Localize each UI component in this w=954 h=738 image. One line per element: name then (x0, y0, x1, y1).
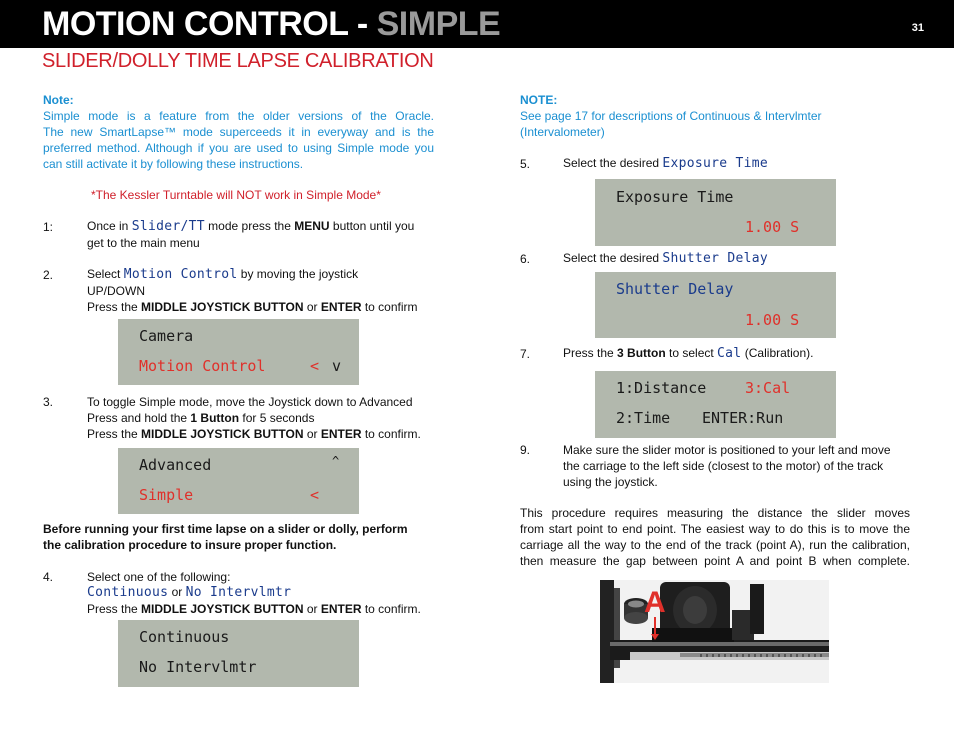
step-7-mid: to select (665, 346, 718, 360)
title-main: MOTION CONTROL - (42, 5, 377, 43)
step-4-line-3 (87, 601, 421, 617)
step-2-line-1 (87, 266, 437, 283)
lcd-value: 1.00 S (745, 218, 800, 236)
lcd-up-arrow: ^ (332, 454, 340, 468)
right-note-line-1: See page 17 for descriptions of Continuous & Intervlmter (520, 109, 822, 123)
step-4-l3-key2: ENTER (320, 602, 362, 616)
step-4-l3-or: or (303, 602, 321, 616)
step-6-number: 6. (520, 252, 531, 266)
step-2-l3-pre: Press the (87, 300, 142, 314)
step-5-lcd-word: Exposure Time (662, 156, 769, 171)
step-3-l3-pre: Press the (87, 427, 142, 441)
step-2-number: 2. (43, 268, 54, 282)
note-line-2: The new SmartLapse™ mode superceeds it in everyway and is the (43, 125, 434, 139)
note-line-1: Simple mode is a feature from the older versions of the Oracle. (43, 109, 434, 123)
lcd-screen-calibration-menu (595, 371, 836, 438)
step-9-number: 9. (520, 443, 531, 457)
page-title (42, 2, 500, 46)
lcd-cursor-marker: < (310, 486, 320, 504)
lcd-line: Camera (139, 327, 194, 345)
step-4-number: 4. (43, 570, 54, 584)
step-6-lcd-word: Shutter Delay (662, 251, 769, 266)
step-3-l3-key2: ENTER (320, 427, 362, 441)
step-3-number: 3. (43, 395, 54, 409)
slider-carriage-photo (600, 580, 829, 683)
step-2-l3-key1: MIDDLE JOYSTICK BUTTON (141, 300, 304, 314)
procedure-line-1: This procedure requires measuring the distance the slider moves (520, 506, 910, 520)
lcd-screen-shutter-delay (595, 272, 836, 338)
step-1-mid: mode press the (204, 219, 295, 233)
page-number: 31 (911, 22, 924, 34)
lcd-down-arrow: v (332, 357, 342, 375)
step-2-lcd-word: Motion Control (123, 267, 238, 282)
step-5-line-1 (563, 155, 768, 172)
step-2-l3-key2: ENTER (320, 300, 362, 314)
step-1-line-2: get to the main menu (87, 236, 200, 250)
step-7-key: 3 Button (617, 346, 666, 360)
lcd-line: No Intervlmtr (139, 658, 257, 676)
step-4-l3-key1: MIDDLE JOYSTICK BUTTON (141, 602, 304, 616)
lcd-line: Exposure Time (616, 188, 734, 206)
step-9-line-3: using the joystick. (563, 475, 658, 489)
calibration-warning-1: Before running your first time lapse on a slider or dolly, perform (43, 522, 408, 536)
step-3-l3-key1: MIDDLE JOYSTICK BUTTON (141, 427, 304, 441)
step-9-line-2: the carriage to the left side (closest to the motor) of the track (563, 459, 884, 473)
step-3-line-2 (87, 410, 314, 426)
lcd-line: Shutter Delay (616, 280, 734, 298)
step-7-line-1 (563, 345, 813, 362)
step-2-line-2: UP/DOWN (87, 284, 145, 298)
point-a-label: A (644, 586, 666, 619)
step-7-post: (Calibration). (741, 346, 814, 360)
step-1-number: 1: (43, 220, 54, 234)
step-2-l3-or: or (303, 300, 321, 314)
right-note-line-2: (Intervalometer) (520, 125, 605, 139)
step-3-l2-post: for 5 seconds (239, 411, 315, 425)
note-line-4: can still activate it by following these instructions. (43, 157, 304, 171)
step-2-l3-post: to confirm (361, 300, 418, 314)
step-3-l2-pre: Press and hold the (87, 411, 191, 425)
lcd-screen-main-menu (118, 319, 359, 385)
step-1-lcd-word: Slider/TT (131, 219, 205, 234)
procedure-line-3: carriage all the way to the end of the track (point A), run the calibration, (520, 538, 910, 552)
step-3-line-1: To toggle Simple mode, move the Joystick down to Advanced (87, 395, 413, 409)
lcd-screen-advanced (118, 448, 359, 514)
procedure-line-4: then measure the gap between point A and point B when complete. (520, 554, 910, 568)
step-2-line-3 (87, 299, 418, 315)
step-3-l3-or: or (303, 427, 321, 441)
title-accent: SIMPLE (376, 5, 501, 43)
lcd-value: 1.00 S (745, 311, 800, 329)
step-4-line-1: Select one of the following: (87, 570, 231, 584)
step-7-lcd-word: Cal (717, 346, 742, 361)
calibration-warning-2: the calibration procedure to insure proper function. (43, 538, 337, 552)
slider-carriage-illustration (600, 580, 829, 683)
step-3-line-3 (87, 426, 421, 442)
step-5-number: 5. (520, 157, 531, 171)
step-7-number: 7. (520, 347, 531, 361)
step-6-pre: Select the desired (563, 251, 663, 265)
step-7-pre: Press the (563, 346, 618, 360)
step-4-option-1: Continuous (87, 585, 169, 600)
step-1-post: button until you (329, 219, 415, 233)
step-5-pre: Select the desired (563, 156, 663, 170)
step-2-pre: Select (87, 267, 124, 281)
lcd-screen-continuous (118, 620, 359, 687)
step-1-line-1 (87, 218, 437, 235)
right-note-label: NOTE: (520, 93, 558, 107)
procedure-line-2: from start point to end point. The easiest way to do this is to move the (520, 522, 910, 536)
step-1-key: MENU (294, 219, 330, 233)
lcd-line: 2:Time (616, 409, 671, 427)
section-title: SLIDER/DOLLY TIME LAPSE CALIBRATION (42, 50, 434, 72)
lcd-screen-exposure (595, 179, 836, 246)
lcd-line: 1:Distance (616, 379, 707, 397)
step-4-l3-pre: Press the (87, 602, 142, 616)
note-label: Note: (43, 93, 74, 107)
note-line-3: preferred method. Although if you are used to using Simple mode you (43, 141, 434, 155)
lcd-line: Continuous (139, 628, 230, 646)
step-2-post: by moving the joystick (237, 267, 359, 281)
turntable-warning: *The Kessler Turntable will NOT work in Simple Mode* (91, 188, 381, 202)
lcd-line-selected: Simple (139, 486, 194, 504)
step-3-l3-post: to confirm. (361, 427, 421, 441)
step-9-line-1: Make sure the slider motor is positioned to your left and move (563, 443, 891, 457)
step-4-line-2 (87, 584, 291, 601)
lcd-cal-option: 3:Cal (745, 379, 791, 397)
step-6-line-1 (563, 250, 768, 267)
lcd-run-option: ENTER:Run (702, 409, 784, 427)
step-4-l3-post: to confirm. (361, 602, 421, 616)
lcd-line-selected: Motion Control (139, 357, 266, 375)
lcd-line: Advanced (139, 456, 212, 474)
step-3-l2-key: 1 Button (190, 411, 240, 425)
lcd-cursor-marker: < (310, 357, 320, 375)
step-4-or: or (168, 585, 186, 599)
step-4-option-2: No Intervlmtr (185, 585, 292, 600)
step-1-pre: Once in (87, 219, 132, 233)
